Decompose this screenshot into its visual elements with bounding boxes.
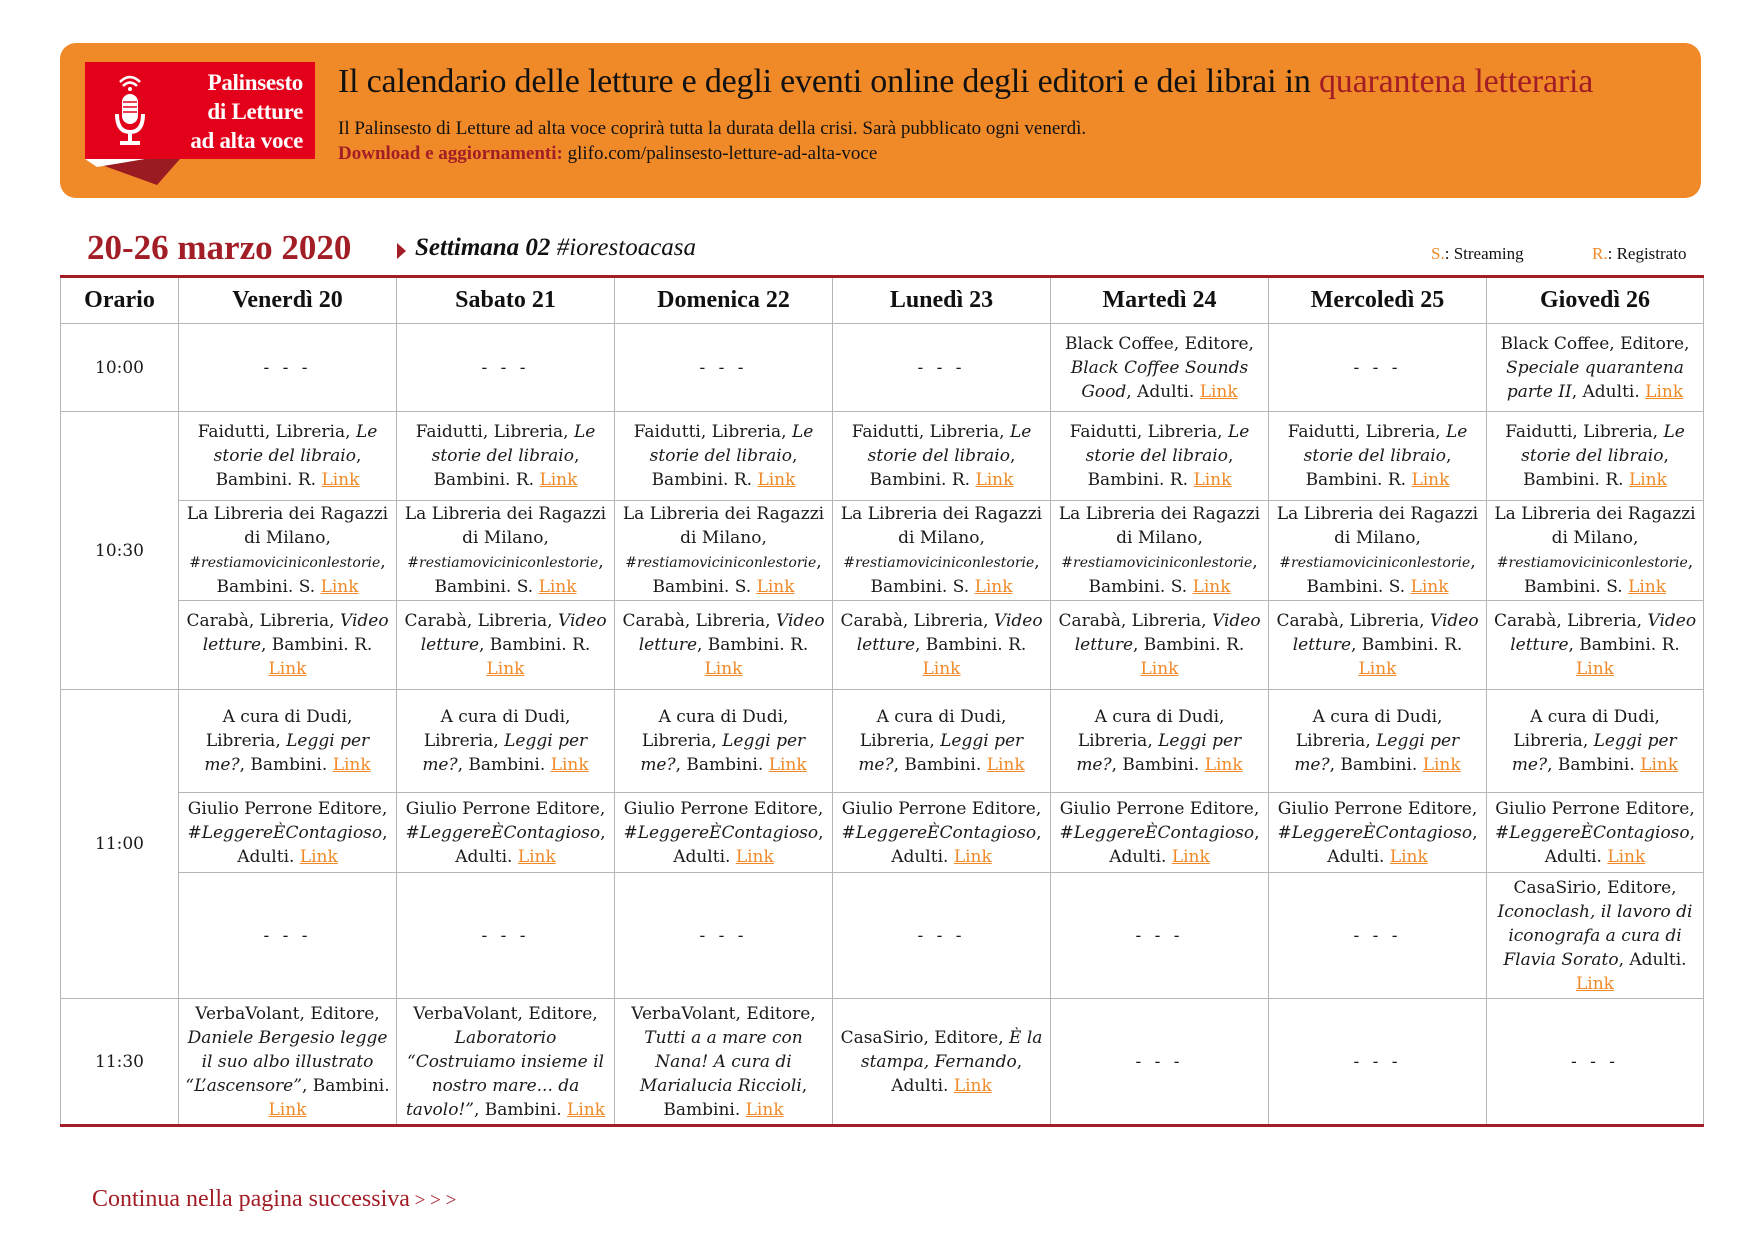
event-cell: Giulio Perrone Editore, #LeggereÈContagioso, Adulti. Link — [397, 793, 615, 873]
empty-cell: - - - — [1269, 999, 1487, 1126]
event-link[interactable]: Link — [735, 846, 774, 867]
week-subtitle: Settimana 02 #iorestoacasa — [415, 234, 697, 261]
event-link[interactable]: Link — [768, 755, 807, 775]
event-link[interactable]: Link — [486, 659, 525, 679]
event-cell: A cura di Dudi, Libreria, Leggi per me?, Bambini. Link — [179, 690, 397, 793]
banner-subtitle: Il Palinsesto di Letture ad alta voce coprirà tutta la durata della crisi. Sarà pubblicato ogni venerdì. Download e aggiornamenti: glifo.com/palinsesto-letture-ad-alta-voce — [338, 118, 1087, 164]
event-cell: Carabà, Libreria, Video letture, Bambini. R. Link — [397, 601, 615, 690]
table-row — [61, 793, 1704, 873]
event-cell: Faidutti, Libreria, Le storie del libraio, Bambini. R. Link — [1051, 412, 1269, 501]
event-link[interactable]: Link — [550, 755, 589, 775]
event-link[interactable]: Link — [332, 755, 371, 775]
table-row — [61, 412, 1704, 501]
event-cell: A cura di Dudi, Libreria, Leggi per me?, Bambini. Link — [397, 690, 615, 793]
triangle-right-icon — [397, 243, 406, 259]
event-link[interactable]: Link — [1628, 470, 1667, 490]
event-link[interactable]: Link — [986, 755, 1025, 775]
event-cell: La Libreria dei Ragazzi di Milano, #restiamoviciniconlestorie, Bambini. S. Link — [833, 501, 1051, 601]
event-link[interactable]: Link — [517, 846, 556, 867]
event-link[interactable]: Link — [1193, 470, 1232, 490]
download-link[interactable]: glifo.com/palinsesto-letture-ad-alta-voce — [562, 143, 878, 164]
event-link[interactable]: Link — [975, 470, 1014, 490]
event-link[interactable]: Link — [1140, 659, 1179, 679]
event-link[interactable]: Link — [756, 577, 795, 597]
event-cell: Carabà, Libreria, Video letture, Bambini. R. Link — [1487, 601, 1704, 690]
event-link[interactable]: Link — [1576, 973, 1614, 994]
event-cell: Carabà, Libreria, Video letture, Bambini. R. Link — [833, 601, 1051, 690]
event-cell: Faidutti, Libreria, Le storie del libraio, Bambini. R. Link — [833, 412, 1051, 501]
event-link[interactable]: Link — [953, 1075, 992, 1096]
event-link[interactable]: Link — [1640, 755, 1679, 775]
event-cell: VerbaVolant, Editore, Laboratorio “Costruiamo insieme il nostro mare... da tavolo!”, Bambini. Link — [397, 999, 615, 1126]
event-cell: CasaSirio, Editore, È la stampa, Fernando, Adulti. Link — [833, 999, 1051, 1126]
event-cell: Giulio Perrone Editore, #LeggereÈContagioso, Adulti. Link — [1051, 793, 1269, 873]
event-link[interactable]: Link — [539, 470, 578, 490]
header-day: Giovedì 26 — [1487, 277, 1704, 324]
download-label: Download e aggiornamenti: — [338, 143, 563, 164]
event-link[interactable]: Link — [974, 577, 1013, 597]
empty-cell: - - - — [833, 873, 1051, 999]
event-cell: Giulio Perrone Editore, #LeggereÈContagioso, Adulti. Link — [1269, 793, 1487, 873]
empty-cell: - - - — [397, 324, 615, 412]
event-cell: La Libreria dei Ragazzi di Milano, #restiamoviciniconlestorie, Bambini. S. Link — [179, 501, 397, 601]
event-cell: Faidutti, Libreria, Le storie del libraio, Bambini. R. Link — [397, 412, 615, 501]
event-cell: Black Coffee, Editore, Black Coffee Sounds Good, Adulti. Link — [1051, 324, 1269, 412]
event-cell: A cura di Dudi, Libreria, Leggi per me?, Bambini. Link — [1051, 690, 1269, 793]
week-date-range: 20-26 marzo 2020 — [87, 228, 352, 267]
event-cell: A cura di Dudi, Libreria, Leggi per me?, Bambini. Link — [1487, 690, 1704, 793]
empty-cell: - - - — [179, 324, 397, 412]
event-link[interactable]: Link — [1645, 381, 1684, 402]
event-link[interactable]: Link — [567, 1099, 606, 1120]
event-cell: Giulio Perrone Editore, #LeggereÈContagioso, Adulti. Link — [615, 793, 833, 873]
event-link[interactable]: Link — [321, 470, 360, 490]
logo-text: Palinsesto di Letture ad alta voce — [190, 70, 303, 153]
microphone-icon — [110, 70, 150, 150]
event-link[interactable]: Link — [538, 577, 577, 597]
event-cell: Black Coffee, Editore, Speciale quarantena parte II, Adulti. Link — [1487, 324, 1704, 412]
header-day: Venerdì 20 — [179, 277, 397, 324]
header-day: Sabato 21 — [397, 277, 615, 324]
empty-cell: - - - — [833, 324, 1051, 412]
event-link[interactable]: Link — [1192, 577, 1231, 597]
event-link[interactable]: Link — [953, 846, 992, 867]
event-link[interactable]: Link — [1389, 846, 1428, 867]
logo-ribbon-flap — [85, 159, 180, 185]
banner-title-accent: quarantena letteraria — [1318, 63, 1594, 100]
event-link[interactable]: Link — [320, 577, 359, 597]
header-day: Martedì 24 — [1051, 277, 1269, 324]
event-cell: Carabà, Libreria, Video letture, Bambini. R. Link — [1269, 601, 1487, 690]
event-link[interactable]: Link — [1411, 470, 1450, 490]
logo — [85, 62, 315, 159]
header-day: Domenica 22 — [615, 277, 833, 324]
event-link[interactable]: Link — [757, 470, 796, 490]
arrows-right-icon: > > > — [409, 1190, 457, 1211]
event-cell: La Libreria dei Ragazzi di Milano, #restiamoviciniconlestorie, Bambini. S. Link — [615, 501, 833, 601]
event-cell: Faidutti, Libreria, Le storie del libraio, Bambini. R. Link — [615, 412, 833, 501]
event-link[interactable]: Link — [1410, 577, 1449, 597]
empty-cell: - - - — [1051, 873, 1269, 999]
empty-cell: - - - — [1269, 873, 1487, 999]
table-row — [61, 324, 1704, 412]
event-link[interactable]: Link — [922, 659, 961, 679]
event-cell: La Libreria dei Ragazzi di Milano, #restiamoviciniconlestorie, Bambini. S. Link — [1487, 501, 1704, 601]
event-link[interactable]: Link — [1204, 755, 1243, 775]
banner-title: Il calendario delle letture e degli eventi online degli editori e dei librai in quarantena letteraria — [338, 63, 1594, 100]
event-cell: A cura di Dudi, Libreria, Leggi per me?, Bambini. Link — [1269, 690, 1487, 793]
event-cell: VerbaVolant, Editore, Daniele Bergesio legge il suo albo illustrato “L’ascensore”, Bambini. Link — [179, 999, 397, 1126]
event-cell: Carabà, Libreria, Video letture, Bambini. R. Link — [615, 601, 833, 690]
event-link[interactable]: Link — [1171, 846, 1210, 867]
event-cell: Giulio Perrone Editore, #LeggereÈContagioso, Adulti. Link — [179, 793, 397, 873]
header-banner — [60, 43, 1701, 198]
table-row — [61, 690, 1704, 793]
empty-cell: - - - — [615, 324, 833, 412]
event-link[interactable]: Link — [1628, 577, 1667, 597]
event-cell: CasaSirio, Editore, Iconoclash, il lavoro di iconografa a cura di Flavia Sorato, Adulti. Link — [1487, 873, 1704, 999]
header-day: Lunedì 23 — [833, 277, 1051, 324]
event-link[interactable]: Link — [1576, 659, 1614, 679]
time-cell: 10:00 — [61, 324, 179, 412]
header-orario: Orario — [61, 277, 179, 324]
empty-cell: - - - — [615, 873, 833, 999]
empty-cell: - - - — [179, 873, 397, 999]
table-row — [61, 873, 1704, 999]
schedule-table — [60, 275, 1704, 1127]
table-row — [61, 999, 1704, 1126]
legend-streaming: S.: Streaming — [1431, 244, 1524, 263]
event-cell: Carabà, Libreria, Video letture, Bambini. R. Link — [179, 601, 397, 690]
event-link[interactable]: Link — [268, 659, 307, 679]
event-cell: La Libreria dei Ragazzi di Milano, #restiamoviciniconlestorie, Bambini. S. Link — [397, 501, 615, 601]
time-cell: 11:00 — [61, 690, 179, 999]
event-link[interactable]: Link — [268, 1099, 307, 1120]
event-cell: La Libreria dei Ragazzi di Milano, #restiamoviciniconlestorie, Bambini. S. Link — [1051, 501, 1269, 601]
event-cell: Giulio Perrone Editore, #LeggereÈContagioso, Adulti. Link — [1487, 793, 1704, 873]
header-row — [61, 277, 1704, 324]
event-cell: Carabà, Libreria, Video letture, Bambini. R. Link — [1051, 601, 1269, 690]
event-cell: Faidutti, Libreria, Le storie del libraio, Bambini. R. Link — [1487, 412, 1704, 501]
event-link[interactable]: Link — [1607, 846, 1646, 867]
empty-cell: - - - — [397, 873, 615, 999]
continue-next-page: Continua nella pagina successiva > > > — [92, 1186, 457, 1212]
event-cell: Faidutti, Libreria, Le storie del libraio, Bambini. R. Link — [179, 412, 397, 501]
legend-recorded: R.: Registrato — [1592, 244, 1687, 263]
time-cell: 10:30 — [61, 412, 179, 690]
table-row — [61, 501, 1704, 601]
empty-cell: - - - — [1487, 999, 1704, 1126]
event-cell: Faidutti, Libreria, Le storie del libraio, Bambini. R. Link — [1269, 412, 1487, 501]
event-cell: Giulio Perrone Editore, #LeggereÈContagioso, Adulti. Link — [833, 793, 1051, 873]
time-cell: 11:30 — [61, 999, 179, 1126]
event-link[interactable]: Link — [1358, 659, 1397, 679]
event-link[interactable]: Link — [1422, 755, 1461, 775]
empty-cell: - - - — [1269, 324, 1487, 412]
empty-cell: - - - — [1051, 999, 1269, 1126]
event-link[interactable]: Link — [1199, 381, 1238, 402]
event-cell: VerbaVolant, Editore, Tutti a a mare con Nana! A cura di Marialucia Riccioli, Bambini. Link — [615, 999, 833, 1126]
event-cell: A cura di Dudi, Libreria, Leggi per me?, Bambini. Link — [615, 690, 833, 793]
table-row — [61, 601, 1704, 690]
event-cell: A cura di Dudi, Libreria, Leggi per me?, Bambini. Link — [833, 690, 1051, 793]
event-cell: La Libreria dei Ragazzi di Milano, #restiamoviciniconlestorie, Bambini. S. Link — [1269, 501, 1487, 601]
event-link[interactable]: Link — [704, 659, 743, 679]
event-link[interactable]: Link — [745, 1099, 784, 1120]
event-link[interactable]: Link — [299, 846, 338, 867]
header-day: Mercoledì 25 — [1269, 277, 1487, 324]
